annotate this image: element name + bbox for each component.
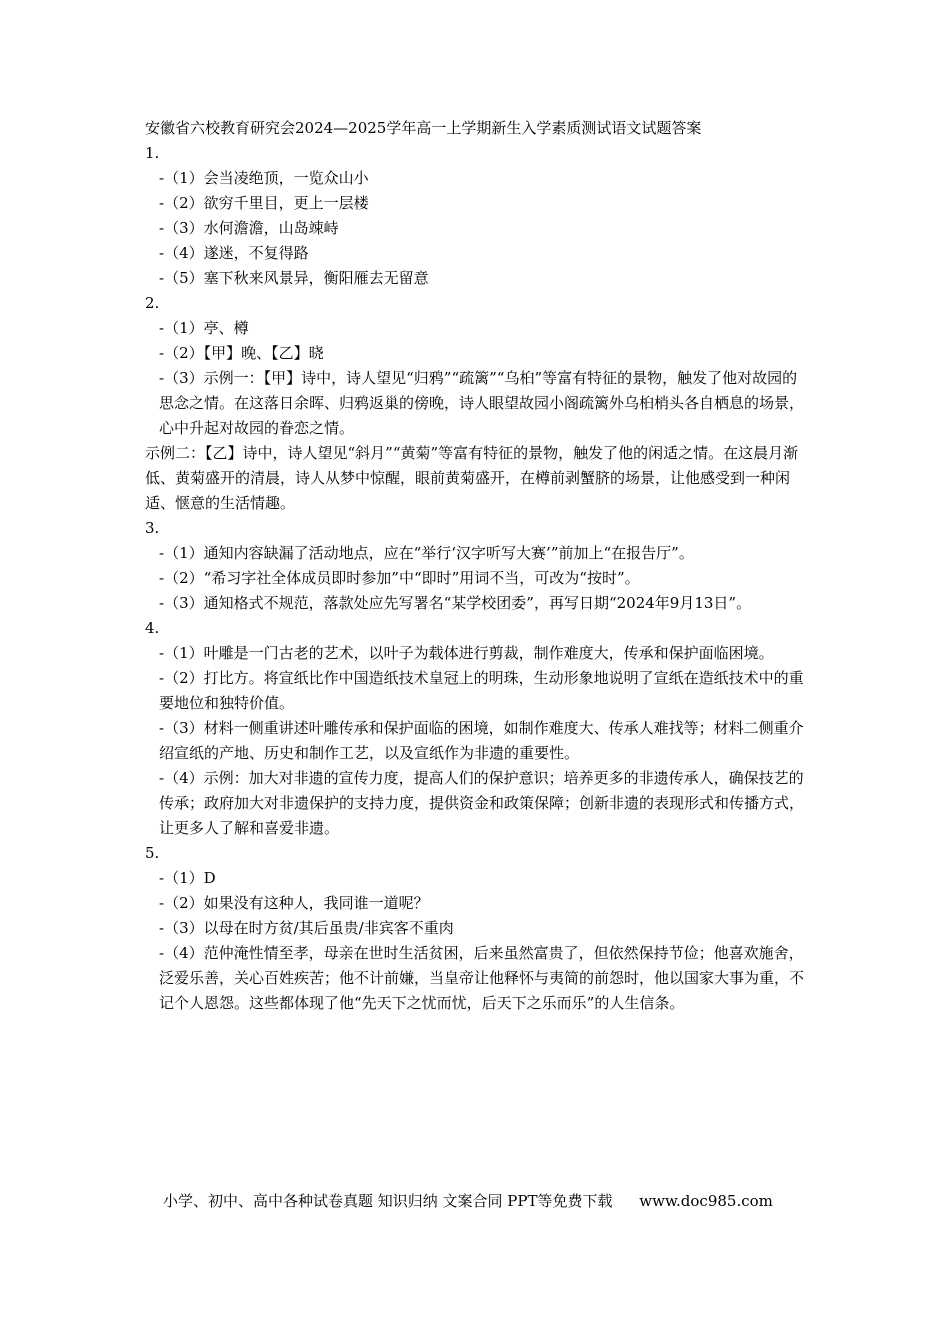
- question-number: 5.: [145, 844, 160, 862]
- question-2: [145, 291, 810, 516]
- question-number: 4.: [145, 619, 160, 637]
- answer-item: -（1）D: [159, 869, 216, 887]
- document-body: [145, 116, 810, 1016]
- question-number: 3.: [145, 519, 160, 537]
- answer-item: -（2）【甲】晚、【乙】晓: [159, 344, 324, 362]
- answer-item: -（1）通知内容缺漏了活动地点，应在“举行‘汉字听写大赛’”前加上“在报告厅”。: [159, 544, 694, 562]
- answer-item: -（4）范仲淹性情至孝，母亲在世时生活贫困，后来虽然富贵了，但依然保持节俭；他喜欢施舍，泛爱乐善，关心百姓疾苦；他不计前嫌，当皇帝让他释怀与夷简的前怨时，他以国家大事为重，不记个人恩怨。这些都体现了他“先天下之忧而忧，后天下之乐而乐”的人生信条。: [159, 944, 805, 1012]
- footer-website-link[interactable]: www.doc985.com: [639, 1192, 773, 1210]
- answer-paragraph: 示例二：【乙】诗中，诗人望见“斜月”“黄菊”等富有特征的景物，触发了他的闲适之情。在这晨月渐低、黄菊盛开的清晨，诗人从梦中惊醒，眼前黄菊盛开，在樽前剥蟹脐的场景，让他感受到一种闲适、惬意的生活情趣。: [145, 444, 799, 512]
- answer-item: -（1）会当凌绝顶，一览众山小: [159, 169, 369, 187]
- answer-item: -（2）打比方。将宣纸比作中国造纸技术皇冠上的明珠，生动形象地说明了宣纸在造纸技术中的重要地位和独特价值。: [159, 669, 804, 712]
- answer-item: -（4）示例：加大对非遗的宣传力度，提高人们的保护意识；培养更多的非遗传承人，确保技艺的传承；政府加大对非遗保护的支持力度，提供资金和政策保障；创新非遗的表现形式和传播方式，让更多人了解和喜爱非遗。: [159, 769, 805, 837]
- answer-item: -（3）示例一：【甲】诗中，诗人望见“归鸦”“疏篱”“乌桕”等富有特征的景物，触发了他对故园的思念之情。在这落日余晖、归鸦返巢的傍晚，诗人眼望故园小阁疏篱外乌桕梢头各自栖息的场景，心中升起对故园的眷恋之情。: [159, 369, 805, 437]
- answer-item: -（2）欲穷千里目，更上一层楼: [159, 194, 369, 212]
- answer-item: -（1）叶雕是一门古老的艺术，以叶子为载体进行剪裁，制作难度大，传承和保护面临困境。: [159, 644, 774, 662]
- answer-item: -（5）塞下秋来风景异，衡阳雁去无留意: [159, 269, 429, 287]
- answer-item: -（3）水何澹澹，山岛竦峙: [159, 219, 339, 237]
- page-footer: [163, 1190, 773, 1212]
- question-number: 1.: [145, 144, 160, 162]
- answer-item: -（4）遂迷，不复得路: [159, 244, 309, 262]
- answer-item: -（3）以母在时方贫/其后虽贵/非宾客不重肉: [159, 919, 454, 937]
- question-4: [145, 616, 810, 841]
- question-5: [145, 841, 810, 1016]
- answer-item: -（2）“希习字社全体成员即时参加”中“即时”用词不当，可改为“按时”。: [159, 569, 640, 587]
- answer-item: -（2）如果没有这种人，我同谁一道呢？: [159, 894, 429, 912]
- question-number: 2.: [145, 294, 160, 312]
- answer-item: -（3）通知格式不规范，落款处应先写署名“某学校团委”，再写日期“2024年9月13日”。: [159, 594, 752, 612]
- question-1: [145, 141, 810, 291]
- footer-text: 小学、初中、高中各种试卷真题 知识归纳 文案合同 PPT等免费下载: [163, 1192, 613, 1210]
- answer-item: -（1）亭、樽: [159, 319, 249, 337]
- document-title: 安徽省六校教育研究会2024—2025学年高一上学期新生入学素质测试语文试题答案: [145, 119, 702, 137]
- question-3: [145, 516, 810, 616]
- answer-item: -（3）材料一侧重讲述叶雕传承和保护面临的困境，如制作难度大、传承人难找等；材料二侧重介绍宣纸的产地、历史和制作工艺，以及宣纸作为非遗的重要性。: [159, 719, 804, 762]
